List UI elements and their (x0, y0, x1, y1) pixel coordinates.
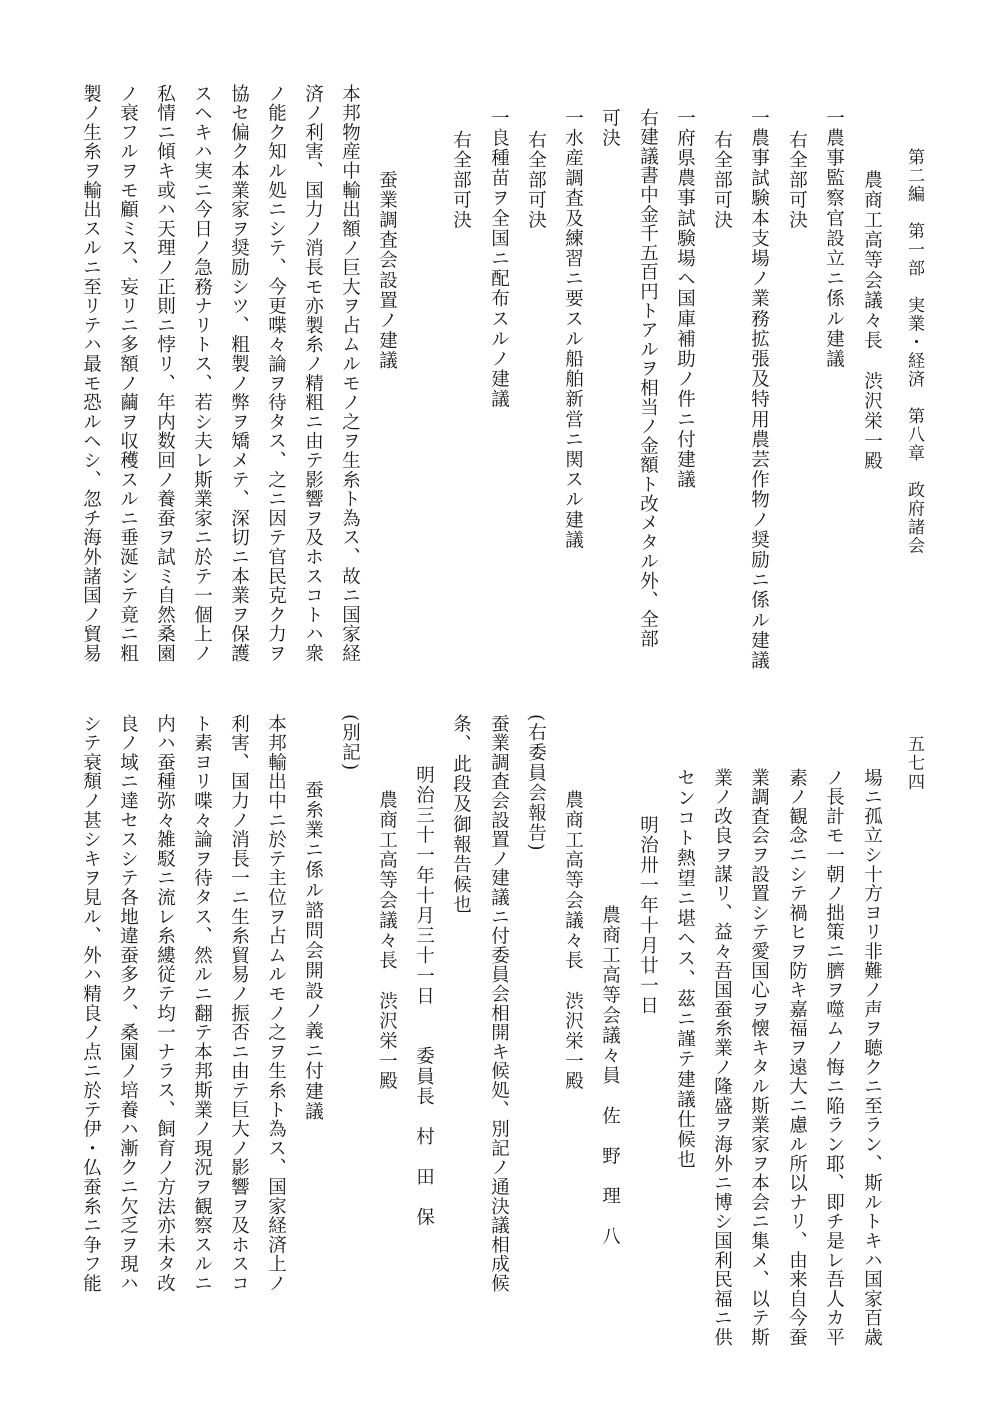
top-line-3: 右全部可決 (786, 130, 808, 231)
top-line-11: 一良種苗ヲ全国ニ配布スルノ建議 (488, 108, 510, 410)
top-line-17: ノ能ク知ル処ニシテ、今更喋々論ヲ待タス、之ニ因テ官民克ク力ヲ (265, 84, 287, 663)
bottom-line-6: センコト熱望ニ堪ヘス、茲ニ謹テ建議仕候也 (674, 768, 696, 1170)
bottom-line-4: 業調査会ヲ設置シテ愛国心ヲ懐キタル斯業家ヲ本会ニ集メ、以テ斯 (748, 768, 770, 1347)
bottom-line-11: 蚕業調査会設置ノ建議ニ付委員会相開キ候処、別記ノ通決議相成候 (488, 714, 510, 1293)
bottom-line-19: ト素ヨリ喋々論ヲ待タス、然ルニ翻テ本邦斯業ノ現況ヲ観察スルニ (191, 714, 213, 1293)
bottom-line-2: ノ長計モ一朝ノ拙策ニ臍ヲ噬ムノ悔ニ陥ラン耶、即チ是レ吾人カ平 (823, 768, 845, 1347)
bottom-appendix-title: 蚕糸業ニ係ル諮問会開設ノ義ニ付建議 (302, 780, 324, 1122)
top-line-9: 一水産調査及練習ニ要スル船舶新営ニ関スル建議 (562, 108, 584, 551)
top-line-1: 農商工高等会議々長 渋沢栄一殿 (861, 170, 883, 472)
bottom-line-1: 場ニ孤立シ十方ヨリ非難ノ声ヲ聴クニ至ラン、斯ルトキハ国家百歳 (861, 768, 883, 1347)
top-line-18: 協セ偏ク本業家ヲ奨励シツ、粗製ノ弊ヲ矯メテ、深切ニ本業ヲ保護 (228, 84, 250, 663)
top-line-4: 一農事試験本支場ノ業務拡張及特用農芸作物ノ奨励ニ係ル建議 (748, 108, 770, 671)
bottom-addressee-1: 農商工高等会議々長 渋沢栄一殿 (562, 790, 584, 1092)
bottom-signature-sano: 農商工高等会議々員 佐 野 理 八 (599, 905, 621, 1247)
bottom-line-22: シテ衰頽ノ甚シキヲ見ル、外ハ精良ノ点ニ於テ伊・仏蚕糸ニ争フ能 (80, 714, 102, 1293)
bottom-appendix-label: (別記) (339, 714, 361, 772)
top-line-10: 右全部可決 (525, 130, 547, 231)
top-line-22: 製ノ生糸ヲ輸出スルニ至リテハ最モ恐ルヘシ、忽チ海外諸国ノ貿易 (80, 84, 102, 663)
bottom-date-2: 明治三十一年十月三十一日 委員長 村 田 保 (413, 765, 435, 1228)
top-line-5: 右全部可決 (711, 130, 733, 231)
section-title-sericulture: 蚕業調査会設置ノ建議 (376, 170, 398, 371)
bottom-committee-report: (右委員会報告) (525, 714, 547, 853)
top-line-12: 右全部可決 (450, 130, 472, 231)
top-line-16: 済ノ利害、国力ノ消長モ亦製糸ノ精粗ニ由テ影響ヲ及ホスコトハ衆 (302, 84, 324, 663)
top-line-20: 私情ニ傾キ或ハ天理ノ正則ニ悖リ、年内数回ノ養蚕ヲ試ミ自然桑園 (154, 84, 176, 663)
top-line-7: 右建議書中金千五百円トアルヲ相当ノ金額ト改メタル外、全部 (637, 108, 659, 649)
bottom-line-12: 条、此段及御報告候也 (450, 714, 472, 915)
top-line-15: 本邦物産中輸出額ノ巨大ヲ占ムルモノ之ヲ生糸ト為ス、故ニ国家経 (339, 84, 361, 663)
top-line-8: 可決 (599, 108, 621, 149)
bottom-line-3: 素ノ観念ニシテ禍ヒヲ防キ嘉福ヲ遠大ニ慮ル所以ナリ、由来自今蚕 (786, 768, 808, 1347)
running-head: 第二編 第一部 実業・経済 第八章 政府諸会 (904, 148, 924, 555)
top-line-21: ノ衰フルヲモ顧ミス、妄リニ多額ノ繭ヲ収穫スルニ垂涎シテ竟ニ粗 (117, 84, 139, 663)
top-line-6: 一府県農事試験場ヘ国庫補助ノ件ニ付建議 (674, 108, 696, 490)
page-number: 五七四 (904, 735, 924, 792)
bottom-line-17: 本邦輸出中ニ於テ主位ヲ占ムルモノ之ヲ生糸ト為ス、国家経済上ノ (265, 714, 287, 1293)
bottom-line-18: 利害、国力ノ消長一ニ生糸貿易ノ振否ニ由テ巨大ノ影響ヲ及ホスコ (228, 714, 250, 1293)
bottom-date-1: 明治卅一年十月廿一日 (637, 815, 659, 1016)
bottom-line-20: 内ハ蚕種弥々雑駁ニ流レ糸縷従テ均一ナラス、飼育ノ方法亦未タ改 (154, 714, 176, 1293)
bottom-addressee-2: 農商工高等会議々長 渋沢栄一殿 (376, 790, 398, 1092)
bottom-line-5: 業ノ改良ヲ謀リ、益々吾国蚕糸業ノ隆盛ヲ海外ニ博シ国利民福ニ供 (711, 768, 733, 1347)
top-line-19: スヘキハ実ニ今日ノ急務ナリトス、若シ夫レ斯業家ニ於テ一個上ノ (191, 84, 213, 663)
top-line-2: 一農事監察官設立ニ係ル建議 (823, 108, 845, 370)
bottom-line-21: 良ノ域ニ達セスシテ各地違蚕多ク、桑園ノ培養ハ漸クニ欠乏ヲ現ハ (117, 714, 139, 1293)
